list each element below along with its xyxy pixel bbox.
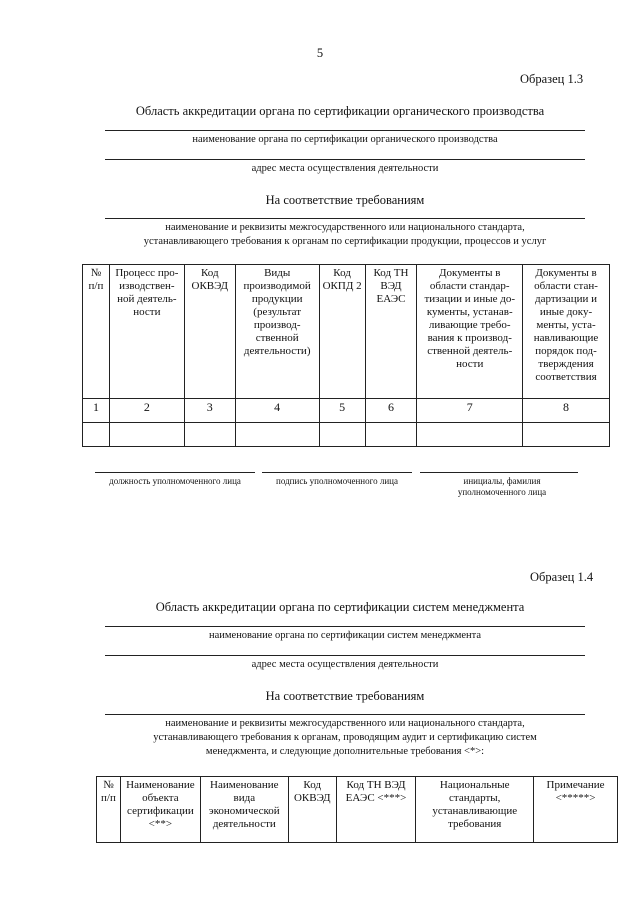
- header-cell: Документы в области стандар- тизации и иные до- кументы, устанав- ливающие требо- вания к производ- ственной деятель- ности: [417, 265, 523, 399]
- number-cell: 7: [417, 399, 523, 423]
- header-cell: Документы в области стан- дартизации и иные доку- менты, уста- навливающие порядок под- тверждения соответствия: [523, 265, 610, 399]
- page-number: 5: [316, 46, 324, 60]
- empty-cell: [235, 423, 319, 447]
- number-cell: 6: [365, 399, 417, 423]
- header-cell: Код ТН ВЭД ЕАЭС: [365, 265, 417, 399]
- header-cell: Код ТН ВЭД ЕАЭС <***>: [336, 777, 416, 843]
- table-number-row: [83, 399, 610, 423]
- empty-cell: [319, 423, 365, 447]
- sample-1-4-label: Образец 1.4: [530, 570, 594, 584]
- empty-cell: [109, 423, 184, 447]
- header-cell: Код ОКВЭД: [184, 265, 235, 399]
- table-header-row: [97, 777, 618, 843]
- empty-cell: [523, 423, 610, 447]
- compliance-label: На соответствие требованиям: [265, 689, 425, 703]
- number-cell: 2: [109, 399, 184, 423]
- number-cell: 8: [523, 399, 610, 423]
- header-cell: № п/п: [83, 265, 110, 399]
- header-cell: Наименование вида экономической деятельности: [200, 777, 288, 843]
- header-cell: Виды производимой продукции (результат производ- ственной деятельности): [235, 265, 319, 399]
- sample-1-3-table: [82, 264, 610, 447]
- number-cell: 5: [319, 399, 365, 423]
- address-hint: адрес места осуществления деятельности: [251, 659, 439, 670]
- header-cell: Наименование объекта сертификации <**>: [120, 777, 200, 843]
- header-cell: № п/п: [97, 777, 121, 843]
- org-name-line: [105, 130, 585, 131]
- sample-1-3-label: Образец 1.3: [520, 72, 584, 86]
- header-cell: Национальные стандарты, устанавливающие требования: [416, 777, 534, 843]
- standard-hint-line2: устанавливающего требования к органам, проводящим аудит и сертификацию систем: [153, 732, 537, 743]
- empty-cell: [417, 423, 523, 447]
- number-cell: 4: [235, 399, 319, 423]
- initials-caption: инициалы, фамилия уполномоченного лица: [457, 476, 547, 497]
- header-cell: Код ОКВЭД: [288, 777, 336, 843]
- header-cell: Примечание <*****>: [534, 777, 618, 843]
- initials-line: [420, 472, 578, 473]
- position-caption: должность уполномоченного лица: [109, 476, 241, 486]
- standard-hint-line1: наименование и реквизиты межгосударственного или национального стандарта,: [165, 222, 525, 233]
- standard-line: [105, 714, 585, 715]
- empty-cell: [184, 423, 235, 447]
- table-empty-row: [83, 423, 610, 447]
- position-line: [95, 472, 255, 473]
- number-cell: 1: [83, 399, 110, 423]
- signature-line: [262, 472, 412, 473]
- compliance-label: На соответствие требованиям: [265, 193, 425, 207]
- standard-hint-line1: наименование и реквизиты межгосударственного или национального стандарта,: [165, 718, 525, 729]
- address-hint: адрес места осуществления деятельности: [251, 163, 439, 174]
- sample-1-4-title: Область аккредитации органа по сертификации систем менеджмента: [155, 600, 525, 614]
- standard-line: [105, 218, 585, 219]
- empty-cell: [365, 423, 417, 447]
- signature-caption: подпись уполномоченного лица: [276, 476, 398, 486]
- address-line: [105, 655, 585, 656]
- standard-hint-line3: менеджмента, и следующие дополнительные требования <*>:: [205, 746, 485, 757]
- sample-1-4-table: [96, 776, 618, 843]
- number-cell: 3: [184, 399, 235, 423]
- table-header-row: [83, 265, 610, 399]
- header-cell: Процесс про- изводствен- ной деятель- ности: [109, 265, 184, 399]
- org-name-hint: наименование органа по сертификации систем менеджмента: [208, 630, 482, 641]
- org-name-hint: наименование органа по сертификации органического производства: [192, 134, 498, 145]
- address-line: [105, 159, 585, 160]
- sample-1-3-title: Область аккредитации органа по сертификации органического производства: [135, 104, 545, 118]
- header-cell: Код ОКПД 2: [319, 265, 365, 399]
- empty-cell: [83, 423, 110, 447]
- standard-hint-line2: устанавливающего требования к органам по сертификации продукции, процессов и услуг: [143, 236, 547, 247]
- org-name-line: [105, 626, 585, 627]
